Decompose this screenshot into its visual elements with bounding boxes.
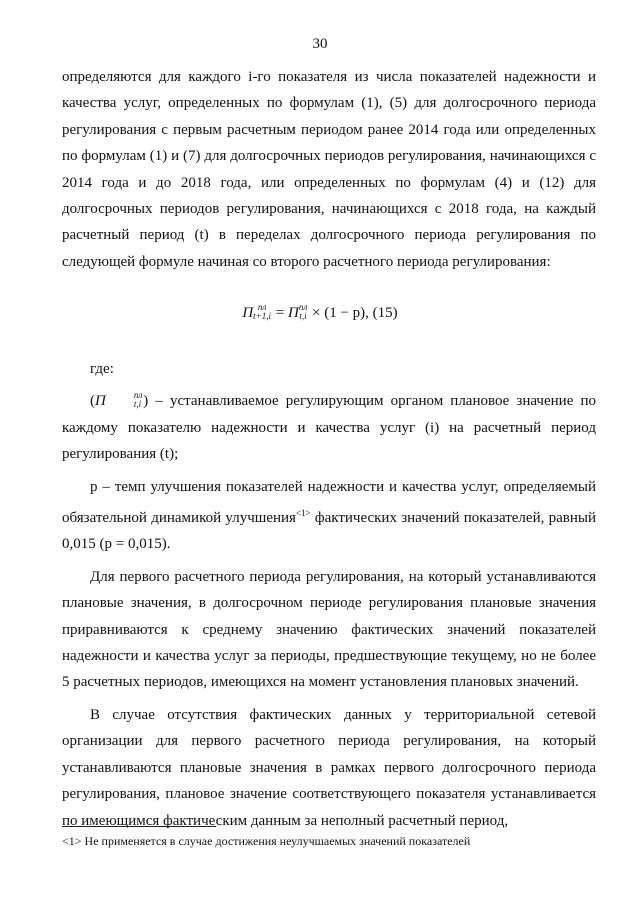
formula-lhs-sup: пл [257,301,267,312]
formula-rhs-sup: пл [298,301,308,312]
page-number: 30 [312,36,328,52]
def2-text-before: p – темп улучшения показателей надежности и качества услуг, определяемый обязательной динамикой улучшения [62,478,596,527]
formula-rhs-factor: × (1 − p) [312,305,366,321]
def1-text: – устанавливаемое регулирующим органом плановое значение по каждому показателю надежности и качества услуг (i) на расчетный период регулирования (t); [62,393,596,463]
definitions-block [62,356,596,834]
where-label: где: [90,361,114,377]
def1-sub: t,i [133,398,142,409]
formula-rhs-symbol: П [287,305,299,321]
intro-paragraph [62,64,596,275]
paragraph-first-period: Для первого расчетного периода регулирования, на который устанавливаются плановые значения, в долгосрочном периоде регулирования плановые значения приравниваются к среднему значению фактических значений показателей надежности и качества услуг за периоды, предшествующие текущему, но не более 5 расчетных периодов, имеющихся на момент установления плановых значений. [62,568,596,691]
def1-indices [106,391,142,409]
paragraph-absence-of-data: В случае отсутствия фактических данных у территориальной сетевой организации для первого расчетного периода регулирования, на который устанавливаются плановые значения в рамках первого долгосрочного периода регулирования, плановое значение соответствующего показателя устанавливается по имеющимся фактическим данным за неполный расчетный период, [62,706,596,829]
formula-lhs-indices [253,303,271,321]
formula-equals: = [275,305,285,321]
formula-number: , (15) [365,305,398,321]
formula-15 [0,300,640,326]
formula-lhs-symbol: П [242,305,254,321]
formula-rhs-sub: t,i [299,310,307,321]
def1-close: ) [143,393,149,410]
def2-text-after: фактических значений показателей, равный 0,015 (p = 0,015). [62,510,596,553]
formula-lhs-sub: t+1,i [253,310,271,321]
definition-planned-value [62,388,596,467]
footnote-reference: <1> [295,508,311,519]
formula-rhs-indices [299,303,307,321]
intro-paragraph-text: определяются для каждого i-го показателя из числа показателей надежности и качества услуг, определенных по формулам (1), (5) для долгосрочного периода регулирования с первым расчетным периодом ранее 2014 года или определенных по формулам (1) и (7) для долгосрочных периодов регулирования, начинающихся с 2014 года и до 2018 года, или определенных по формулам (4) и (12) для долгосрочных периодов регулирования, начинающихся с 2018 года, на каждый расчетный период (t) в переделах долгосрочного периода регулирования по следующей формуле начиная со второго расчетного периода регулирования: [62,69,596,270]
def1-symbol: П [95,393,106,410]
footnote: <1> Не применяется в случае достижения неулучшаемых значений показателей [62,834,471,848]
def1-sup: пл [133,389,143,400]
def1-open: ( [90,393,95,410]
footnote-divider [62,826,216,827]
definition-improvement-rate [62,474,596,558]
